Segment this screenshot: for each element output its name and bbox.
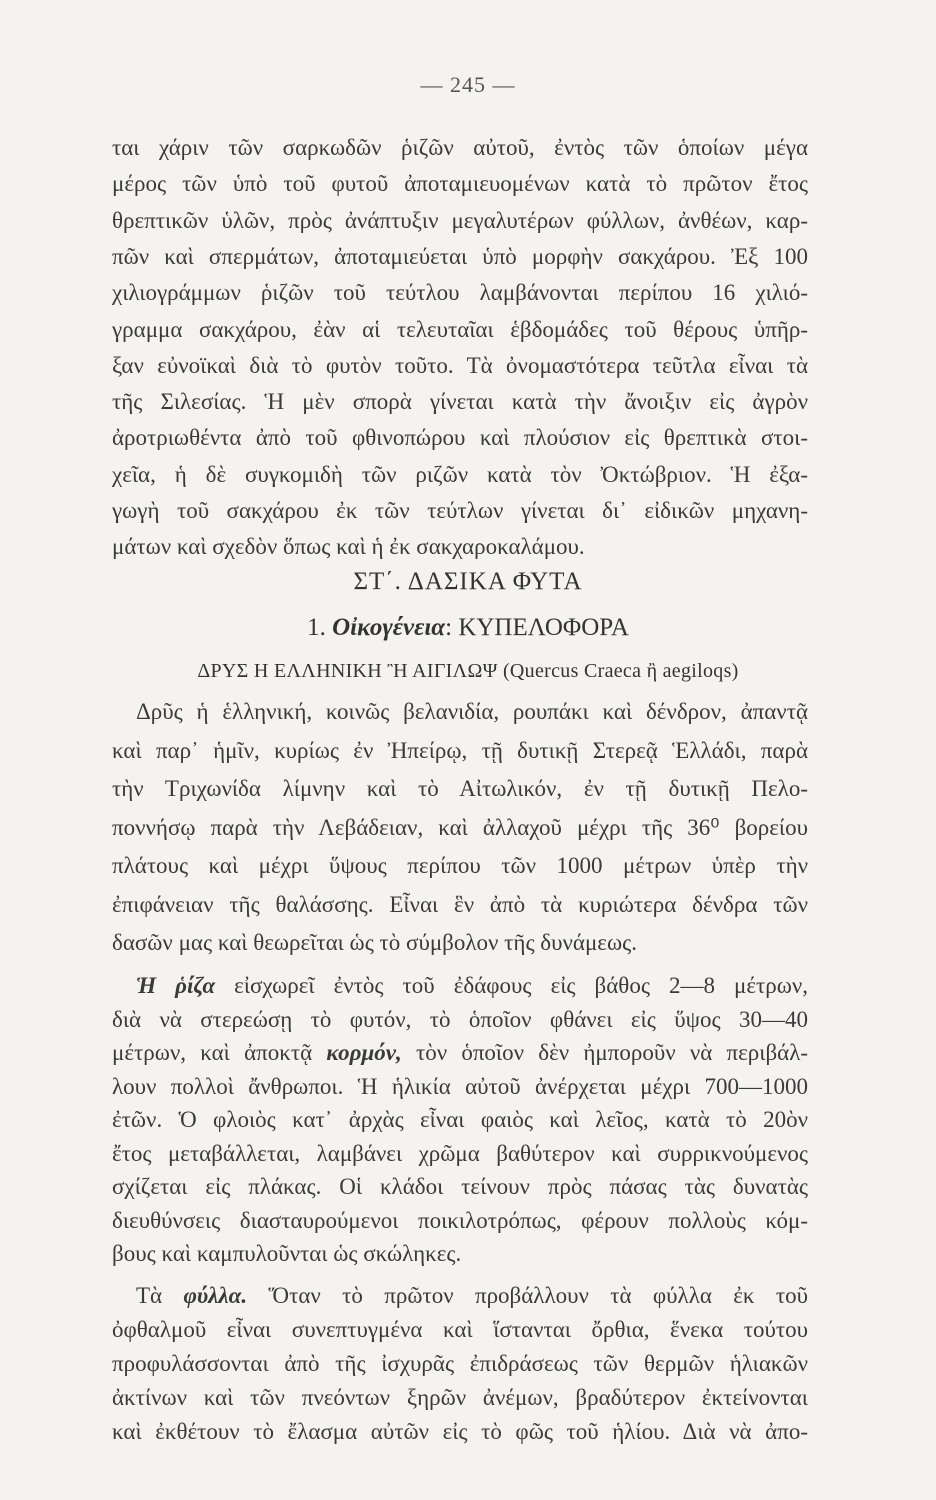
line-text-part: βους καὶ καμπυλοῦνται ὡς σκώληκες. xyxy=(112,1241,462,1266)
text-line xyxy=(0,346,936,386)
line-text-part: μέτρων, καὶ ἀποκτᾷ xyxy=(112,1040,327,1065)
line-text-part: καὶ ἐκθέτουν τὸ ἔλασμα αὐτῶν εἰς τὸ φῶς τοῦ ἡλίου. Διὰ νὰ ἀπο- xyxy=(112,1419,808,1444)
line-text-part: Ὅταν τὸ πρῶτον προβάλλουν τὰ φύλλα ἐκ τοῦ xyxy=(247,1283,809,1308)
text-line xyxy=(0,455,936,495)
family-label: Οἰκογένεια xyxy=(332,614,446,641)
line-text: γωγὴ τοῦ σακχάρου ἐκ τῶν τεύτλων γίνεται δι᾽ εἰδικῶν μηχανη- xyxy=(112,498,808,523)
family-title xyxy=(0,614,936,642)
text-line xyxy=(0,885,936,925)
emphasis-term: κορμόν, xyxy=(326,1040,402,1065)
text-line xyxy=(0,237,936,277)
line-text-part: ἀκτίνων καὶ τῶν πνεόντων ξηρῶν ἀνέμων, βραδύτερον ἐκτείνονται xyxy=(112,1385,808,1410)
line-text-part: σχίζεται εἰς πλάκας. Οἱ κλάδοι τείνουν πρὸς πάσας τὰς δυνατὰς xyxy=(112,1174,808,1199)
line-text: μάτων καὶ σχεδὸν ὅπως καὶ ἡ ἐκ σακχαροκαλάμου. xyxy=(112,534,585,560)
line-text: τὴν Τριχωνίδα λίμνην καὶ τὸ Αἰτωλικόν, ἐν τῇ δυτικῇ Πελο- xyxy=(112,776,808,801)
line-text-part: διευθύνσεις διασταυρούμενοι ποικιλοτρόπως, φέρουν πολλοὺς κόμ- xyxy=(112,1207,808,1233)
text-line xyxy=(0,382,936,422)
line-text xyxy=(112,1234,461,1274)
line-text: ἀροτριωθέντα ἀπὸ τοῦ φθινοπώρου καὶ πλούσιον εἰς θρεπτικὰ στοι- xyxy=(112,425,808,451)
line-text: ποννήσῳ παρὰ τὴν Λεβάδειαν, καὶ ἀλλαχοῦ μέχρι τῆς 36⁰ βορείου xyxy=(112,814,808,840)
text-line xyxy=(0,527,936,567)
line-text-part: Τὰ xyxy=(136,1283,184,1308)
text-line xyxy=(0,164,936,204)
text-line xyxy=(0,846,936,886)
text-line xyxy=(0,128,936,168)
text-line xyxy=(0,769,936,809)
line-text: πῶν καὶ σπερμάτων, ἀποταμιεύεται ὑπὸ μορφὴν σακχάρου. Ἐξ 100 xyxy=(112,243,808,269)
line-text-part: ἔτος μεταβάλλεται, λαμβάνει χρῶμα βαθύτερον καὶ συρρικνούμενος xyxy=(112,1140,808,1166)
text-line xyxy=(0,201,936,241)
text-line xyxy=(0,731,936,771)
species-title: ΔΡΥΣ Η ΕΛΛΗΝΙΚΗ Ἢ ΑΙΓΙΛΩΨ (Quercus Craeca ἢ aegiloqs) xyxy=(197,660,739,682)
section-title: ΣΤ΄. ΔΑΣΙΚΑ ΦΥΤΑ xyxy=(353,568,583,595)
text-line xyxy=(0,491,936,531)
line-text-part: διὰ νὰ στερεώσῃ τὸ φυτόν, τὸ ὁποῖον φθάνει εἰς ὕψος 30—40 xyxy=(112,1006,808,1032)
text-line xyxy=(0,692,936,732)
emphasis-term: Ἡ ῥίζα xyxy=(136,973,216,998)
text-line xyxy=(0,310,936,350)
text-line xyxy=(0,1234,936,1274)
line-text-part: ὀφθαλμοῦ εἶναι συνεπτυγμένα καὶ ἵστανται ὄρθια, ἕνεκα τούτου xyxy=(112,1317,808,1342)
family-colon: : xyxy=(445,614,453,641)
text-line xyxy=(0,418,936,458)
line-text-part: εἰσχωρεῖ ἐντὸς τοῦ ἐδάφους εἰς βάθος 2—8 μέτρων, xyxy=(215,973,808,998)
line-text-part: ἐτῶν. Ὁ φλοιὸς κατ᾽ ἀρχὰς εἶναι φαιὸς καὶ λεῖος, κατὰ τὸ 20ὸν xyxy=(112,1107,808,1132)
family-prefix: 1. xyxy=(307,614,326,641)
line-text-part: προφυλάσσονται ἀπὸ τῆς ἰσχυρᾶς ἐπιδράσεως τῶν θερμῶν ἡλιακῶν xyxy=(112,1351,808,1376)
line-text: πλάτους καὶ μέχρι ὕψους περίπου τῶν 1000 μέτρων ὑπὲρ τὴν xyxy=(112,853,808,878)
line-text: μέρος τῶν ὑπὸ τοῦ φυτοῦ ἀποταμιευομένων κατὰ τὸ πρῶτον ἔτος xyxy=(112,171,808,197)
emphasis-term: φύλλα. xyxy=(183,1283,248,1308)
text-line xyxy=(0,923,936,963)
line-text: ξαν εὐνοϊκαὶ διὰ τὸ φυτὸν τοῦτο. Τὰ ὀνομαστότερα τεῦτλα εἶναι τὰ xyxy=(112,352,808,378)
line-text: καὶ παρ᾽ ἡμῖν, κυρίως ἐν Ἠπείρῳ, τῇ δυτικῇ Στερεᾷ Ἑλλάδι, παρὰ xyxy=(112,737,808,763)
text-line xyxy=(0,1412,936,1452)
line-text: Δρῦς ἡ ἑλληνική, κοινῶς βελανιδία, ρουπάκι καὶ δένδρον, ἀπαντᾷ xyxy=(136,699,808,724)
line-text xyxy=(112,1412,808,1452)
page-number: — 245 — xyxy=(420,72,516,97)
line-text: θρεπτικῶν ὑλῶν, πρὸς ἀνάπτυξιν μεγαλυτέρων φύλλων, ἀνθέων, καρ- xyxy=(112,207,808,233)
line-text: τῆς Σιλεσίας. Ἡ μὲν σπορὰ γίνεται κατὰ τὴν ἄνοιξιν εἰς ἀγρὸν xyxy=(112,389,808,415)
line-text: ἐπιφάνειαν τῆς θαλάσσης. Εἶναι ἓν ἀπὸ τὰ κυριώτερα δένδρα τῶν xyxy=(112,891,808,917)
text-line xyxy=(0,808,936,848)
line-text: ται χάριν τῶν σαρκωδῶν ῥιζῶν αὐτοῦ, ἐντὸς τῶν ὁποίων μέγα xyxy=(112,135,808,160)
line-text: γραμμα σακχάρου, ἐὰν αἱ τελευταῖαι ἑβδομάδες τοῦ θέρους ὑπῆρ- xyxy=(112,316,808,342)
line-text-part: τὸν ὁποῖον δὲν ἠμποροῦν νὰ περιβάλ- xyxy=(401,1040,809,1065)
text-line xyxy=(0,273,936,313)
line-text: χιλιογράμμων ῥιζῶν τοῦ τεύτλου λαμβάνονται περίπου 16 χιλιό- xyxy=(112,280,808,306)
family-name: ΚΥΠΕΛΟΦΟΡΑ xyxy=(458,614,629,641)
line-text: δασῶν μας καὶ θεωρεῖται ὡς τὸ σύμβολον τῆς δυνάμεως. xyxy=(112,930,637,955)
line-text: χεῖα, ἡ δὲ συγκομιδὴ τῶν ριζῶν κατὰ τὸν Ὀκτώβριον. Ἡ ἐξα- xyxy=(112,461,808,487)
line-text-part: λουν πολλοὶ ἄνθρωποι. Ἡ ἡλικία αὐτοῦ ἀνέρχεται μέχρι 700—1000 xyxy=(112,1073,808,1099)
